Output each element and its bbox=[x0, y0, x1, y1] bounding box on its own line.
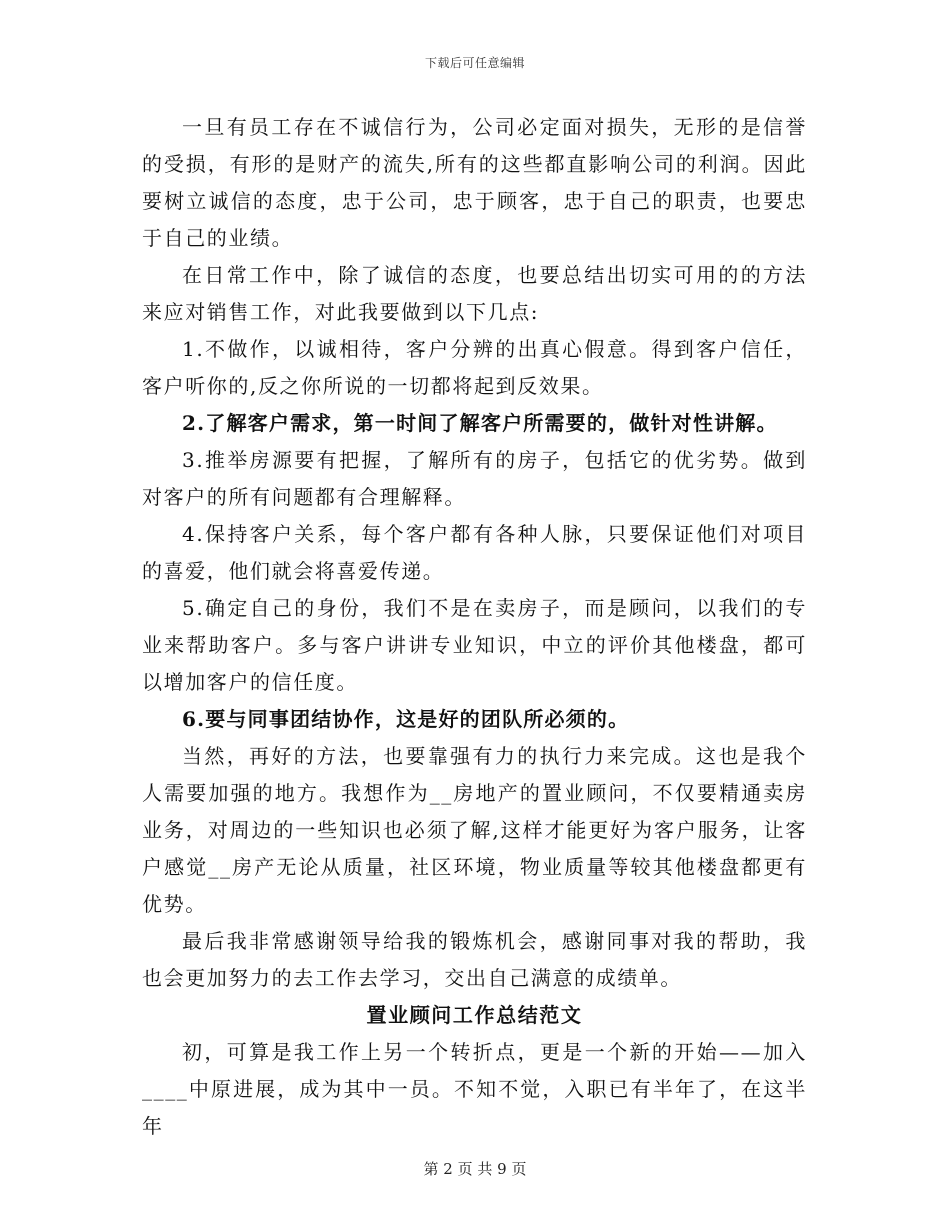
page-footer: 第 2 页 共 9 页 bbox=[423, 1160, 527, 1178]
list-item-5: 5.确定自己的身份，我们不是在卖房子，而是顾问，以我们的专业来帮助客户。多与客户讲讲专业知识，中立的评价其他楼盘，都可以增加客户的信任度。 bbox=[142, 596, 807, 694]
paragraph-thanks: 最后我非常感谢领导给我的锻炼机会，感谢同事对我的帮助，我也会更加努力的去工作去学习，交出自己满意的成绩单。 bbox=[142, 929, 807, 990]
list-item-1: 1.不做作，以诚相待，客户分辨的出真心假意。得到客户信任，客户听你的,反之你所说的一切都将起到反效果。 bbox=[142, 337, 807, 398]
document-body bbox=[142, 109, 807, 1145]
paragraph-new-section: 初，可算是我工作上另一个转折点，更是一个新的开始——加入____中原进展，成为其中一员。不知不觉，入职已有半年了，在这半年 bbox=[142, 1040, 807, 1138]
list-item-3: 3.推举房源要有把握，了解所有的房子，包括它的优劣势。做到对客户的所有问题都有合理解释。 bbox=[142, 448, 807, 509]
paragraph-integrity: 一旦有员工存在不诚信行为，公司必定面对损失，无形的是信誉的受损，有形的是财产的流失,所有的这些都直影响公司的利润。因此要树立诚信的态度，忠于公司，忠于顾客，忠于自己的职责，也要忠于自己的业绩。 bbox=[142, 115, 807, 250]
list-item-6: 6.要与同事团结协作，这是好的团队所必须的。 bbox=[182, 707, 630, 731]
page-header: 下载后可任意编辑 bbox=[424, 56, 525, 70]
list-item-4: 4.保持客户关系，每个客户都有各种人脉，只要保证他们对项目的喜爱，他们就会将喜爱传递。 bbox=[142, 522, 807, 583]
list-item-2: 2.了解客户需求，第一时间了解客户所需要的，做针对性讲解。 bbox=[182, 411, 778, 435]
paragraph-execution: 当然，再好的方法，也要靠强有力的执行力来完成。这也是我个人需要加强的地方。我想作为__房地产的置业顾问，不仅要精通卖房业务，对周边的一些知识也必须了解,这样才能更好为客户服务，让客户感觉__房产无论从质量，社区环境，物业质量等较其他楼盘都更有优势。 bbox=[142, 744, 807, 916]
paragraph-methods-intro: 在日常工作中，除了诚信的态度，也要总结出切实可用的的方法来应对销售工作，对此我要做到以下几点: bbox=[142, 263, 807, 324]
section-title: 置业顾问工作总结范文 bbox=[366, 1003, 583, 1027]
